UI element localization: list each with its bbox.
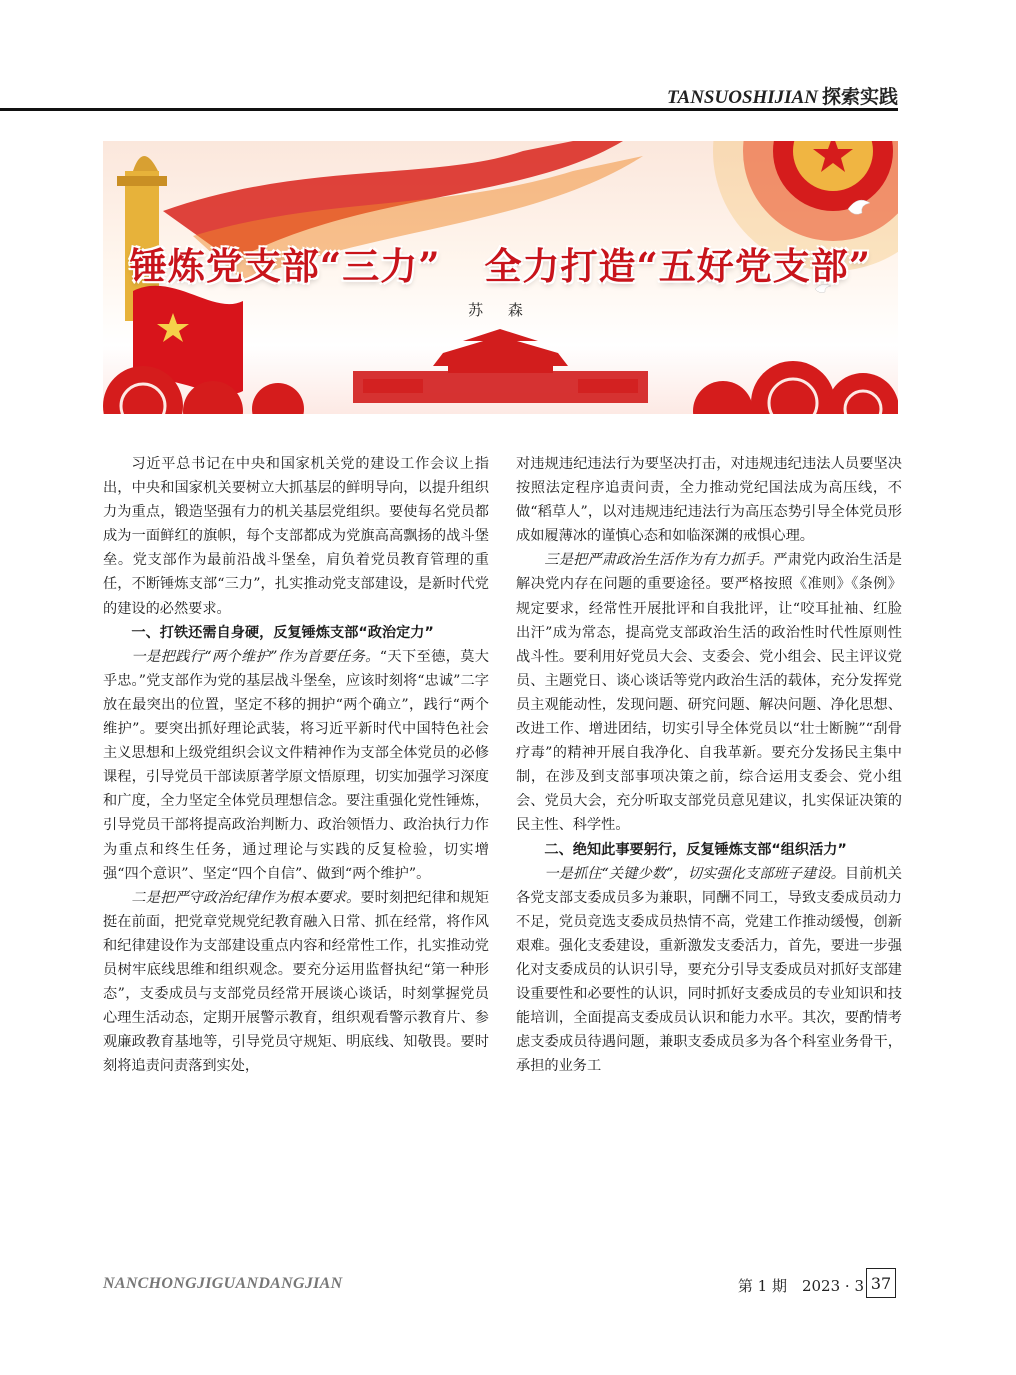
article-author: 苏 森 — [468, 301, 533, 319]
section-heading-2: 二、绝知此事要躬行，反复锤炼支部“组织活力” — [544, 841, 847, 858]
footer-journal-name: NANCHONGJIGUANDANGJIAN — [103, 1275, 343, 1292]
header-rule — [0, 108, 898, 111]
paragraph-key-minority — [516, 862, 902, 1079]
left-column — [103, 452, 489, 1078]
paragraph-lead: 三是把严肃政治生活作为有力抓手。 — [544, 552, 774, 569]
paragraph-body: 严肃党内政治生活是解决党内存在问题的重要途径。要严格按照《准则》《条例》规定要求，经常性开展批评和自我批评，让“咬耳扯袖、红脸出汗”成为常态，提高党支部政治生活的政治性时代性原则性战斗性。要利用好党员大会、支委会、党小组会、民主评议党员、主题党日、谈心谈话等党内政治生活的载体，充分发挥党员主观能动性，发现问题、研究问题、解决问题、净化思想、改进工作、增进团结，切实引导全体党员以“壮士断腕”“刮骨疗毒”的精神开展自我净化、自我革新。要充分发扬民主集中制，在涉及到支部事项决策之前，综合运用支委会、党小组会、党员大会，充分听取支部党员意见建议，扎实保证决策的民主性、科学性。 — [516, 552, 902, 834]
right-column — [516, 452, 902, 1078]
header-brand-cn: 探索实践 — [821, 86, 898, 108]
paragraph-body: 要时刻把纪律和规矩挺在前面，把党章党规党纪教育融入日常、抓在经常，将作风和纪律建设作为支部建设重点内容和经常性工作，扎实推动党员树牢底线思维和组织观念。要充分运用监督执纪“第一种形态”，支委成员与支部党员经常开展谈心谈话，时刻掌握党员心理生活动态，定期开展警示教育，组织观看警示教育片、参观廉政教育基地等，引导党员守规矩、明底线、知敬畏。要时刻将追责问责落到实处， — [103, 889, 489, 1075]
paragraph-lead: 一是把践行“两个维护”作为首要任务。 — [131, 648, 380, 665]
article-title-part1: 锤炼党支部“三力” — [129, 244, 441, 288]
paragraph-lead: 一是抓住“关键少数”，切实强化支部班子建设。 — [544, 865, 845, 882]
page-number: 37 — [866, 1268, 896, 1298]
section-heading-1: 一、打铁还需自身硬，反复锤炼支部“政治定力” — [131, 624, 434, 641]
paragraph-loyalty — [103, 645, 489, 886]
paragraph-body: “天下至德，莫大乎忠。”党支部作为党的基层战斗堡垒，应该时刻将“忠诚”二字放在最突出的位置，坚定不移的拥护“两个确立”，践行“两个维护”。要突出抓好理论武装，将习近平新时代中国特色社会主义思想和上级党组织会议文件精神作为支部全体党员的必修课程，引导党员干部读原著学原文悟原理，切实加强学习深度和广度，全力坚定全体党员理想信念。要注重强化党性锤炼，引导党员干部将提高政治判断力、政治领悟力、政治执行力作为重点和终生任务，通过理论与实践的反复检验，切实增强“四个意识”、坚定“四个自信”、做到“两个维护”。 — [103, 648, 489, 882]
paragraph-body: 目前机关各党支部支委成员多为兼职，同酬不同工，导致支委成员动力不足，党员竞选支委成员热情不高，党建工作推动缓慢，创新艰难。强化支委建设，重新激发支委活力，首先，要进一步强化对支委成员的认识引导，要充分引导支委成员对抓好支部建设重要性和必要性的认识，同时抓好支委成员的专业知识和技能培训，全面提高支委成员认识和能力水平。其次，要酌情考虑支委成员待遇问题，兼职支委成员多为各个科室业务骨干，承担的业务工 — [516, 865, 902, 1075]
paragraph-discipline — [103, 886, 489, 1079]
temple-icon — [353, 329, 648, 403]
article-title — [103, 236, 898, 290]
header-brand-latin: TANSUOSHIJIAN — [666, 87, 818, 108]
paragraph-lead: 二是把严守政治纪律作为根本要求。 — [131, 889, 361, 906]
article-title-part2: 全力打造“五好党支部” — [484, 244, 872, 288]
intro-paragraph: 习近平总书记在中央和国家机关党的建设工作会议上指出，中央和国家机关要树立大抓基层的鲜明导向，以提升组织力为重点，锻造坚强有力的机关基层党组织。要使每名党员都成为一面鲜红的旗帜，每个支部都成为党旗高高飘扬的战斗堡垒。党支部作为最前沿战斗堡垒，肩负着党员教育管理的重任，不断锤炼支部“三力”，扎实推动党支部建设，是新时代党的建设的必然要求。 — [103, 456, 489, 617]
paragraph-political-life — [516, 548, 902, 837]
header-brand — [667, 82, 898, 109]
continued-paragraph: 对违规违纪违法行为要坚决打击，对违规违纪违法人员要坚决按照法定程序追责问责，全力推动党纪国法成为高压线，不做“稻草人”，以对违规违纪违法行为高压态势引导全体党员形成如履薄冰的谨慎心态和如临深渊的戒惧心理。 — [516, 456, 902, 545]
footer-issue: 第 1 期 2023 · 3 — [737, 1277, 864, 1295]
article-banner — [103, 141, 898, 414]
